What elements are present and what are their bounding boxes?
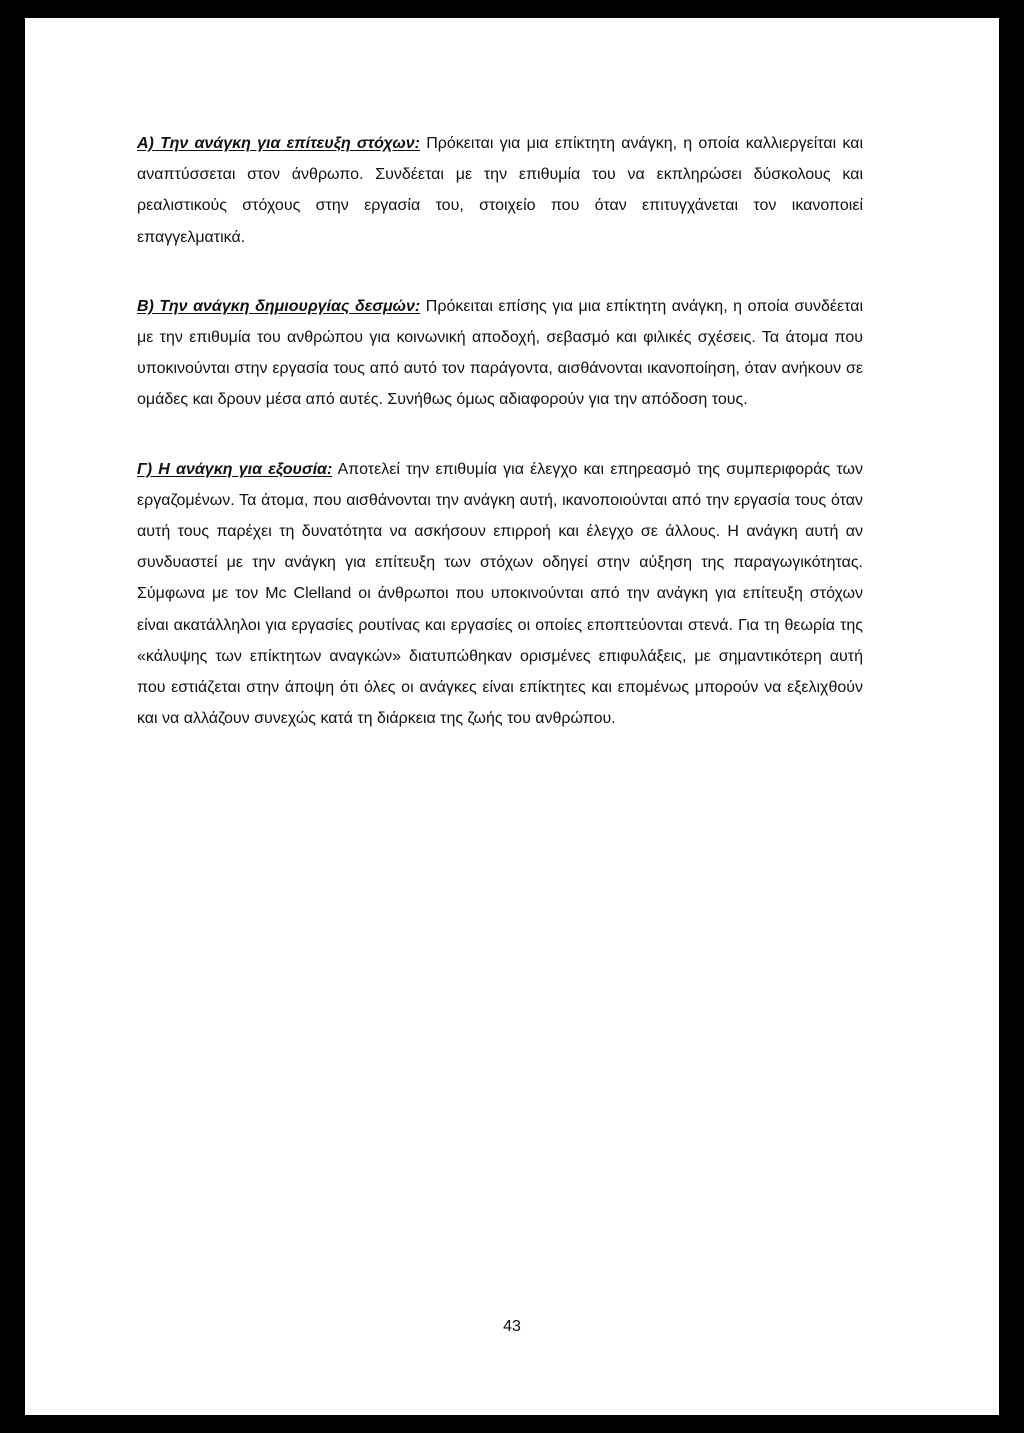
document-page <box>25 18 999 1415</box>
paragraph-b-heading: Β) Την ανάγκη δημιουργίας δεσμών: <box>137 297 421 315</box>
paragraph-c <box>137 454 863 735</box>
paragraph-b <box>137 291 863 416</box>
paragraph-c-heading: Γ) Η ανάγκη για εξουσία: <box>137 460 333 478</box>
paragraph-a <box>137 128 863 253</box>
paragraph-c-text: Αποτελεί την επιθυμία για έλεγχο και επηρεασμό της συμπεριφοράς των εργαζομένων. Τα άτομα, που αισθάνονται την ανάγκη αυτή, ικανοποιούνται από την εργασία τους όταν αυτή τους παρέχει τη δυνατότητα να ασκήσουν επιρροή και έλεγχο σε άλλους. Η ανάγκη αυτή αν συνδυαστεί με την ανάγκη για επίτευξη των στόχων οδηγεί στην αύξηση της παραγωγικότητας. Σύμφωνα με τον Mc Clelland οι άνθρωποι που υποκινούνται από την ανάγκη για επίτευξη στόχων είναι ακατάλληλοι για εργασίες ρουτίνας και εργασίες οι οποίες εποπτεύονται στενά. Για τη θεωρία της «κάλυψης των επίκτητων αναγκών» διατυπώθηκαν ορισμένες επιφυλάξεις, με σημαντικότερη αυτή που εστιάζεται στην άποψη ότι όλες οι ανάγκες είναι επίκτητες και επομένως μπορούν να εξελιχθούν και να αλλάζουν συνεχώς κατά τη διάρκεια της ζωής του ανθρώπου. <box>137 460 864 728</box>
paragraph-a-heading: Α) Την ανάγκη για επίτευξη στόχων: <box>137 135 421 152</box>
paragraph-a-text: Πρόκειται για μια επίκτητη ανάγκη, η οποία καλλιεργείται και αναπτύσσεται στον άνθρωπο. Συνδέεται με την επιθυμία του να εκπληρώσει δύσκολους και ρεαλιστικούς στόχους στην εργασία του, στοιχείο που όταν επιτυγχάνεται τον ικανοποιεί επαγγελματικά. <box>137 135 863 246</box>
document-body <box>137 128 863 734</box>
paragraph-b-text: Πρόκειται επίσης για μια επίκτητη ανάγκη, η οποία συνδέεται με την επιθυμία του ανθρώπου για κοινωνική αποδοχή, σεβασμό και φιλικές σχέσεις. Τα άτομα που υποκινούνται στην εργασία τους από αυτό τον παράγοντα, αισθάνονται ικανοποίηση, όταν ανήκουν σε ομάδες και δρουν μέσα από αυτές. Συνήθως όμως αδιαφορούν για την απόδοση τους. <box>137 297 864 409</box>
page-number: 43 <box>503 1318 521 1335</box>
